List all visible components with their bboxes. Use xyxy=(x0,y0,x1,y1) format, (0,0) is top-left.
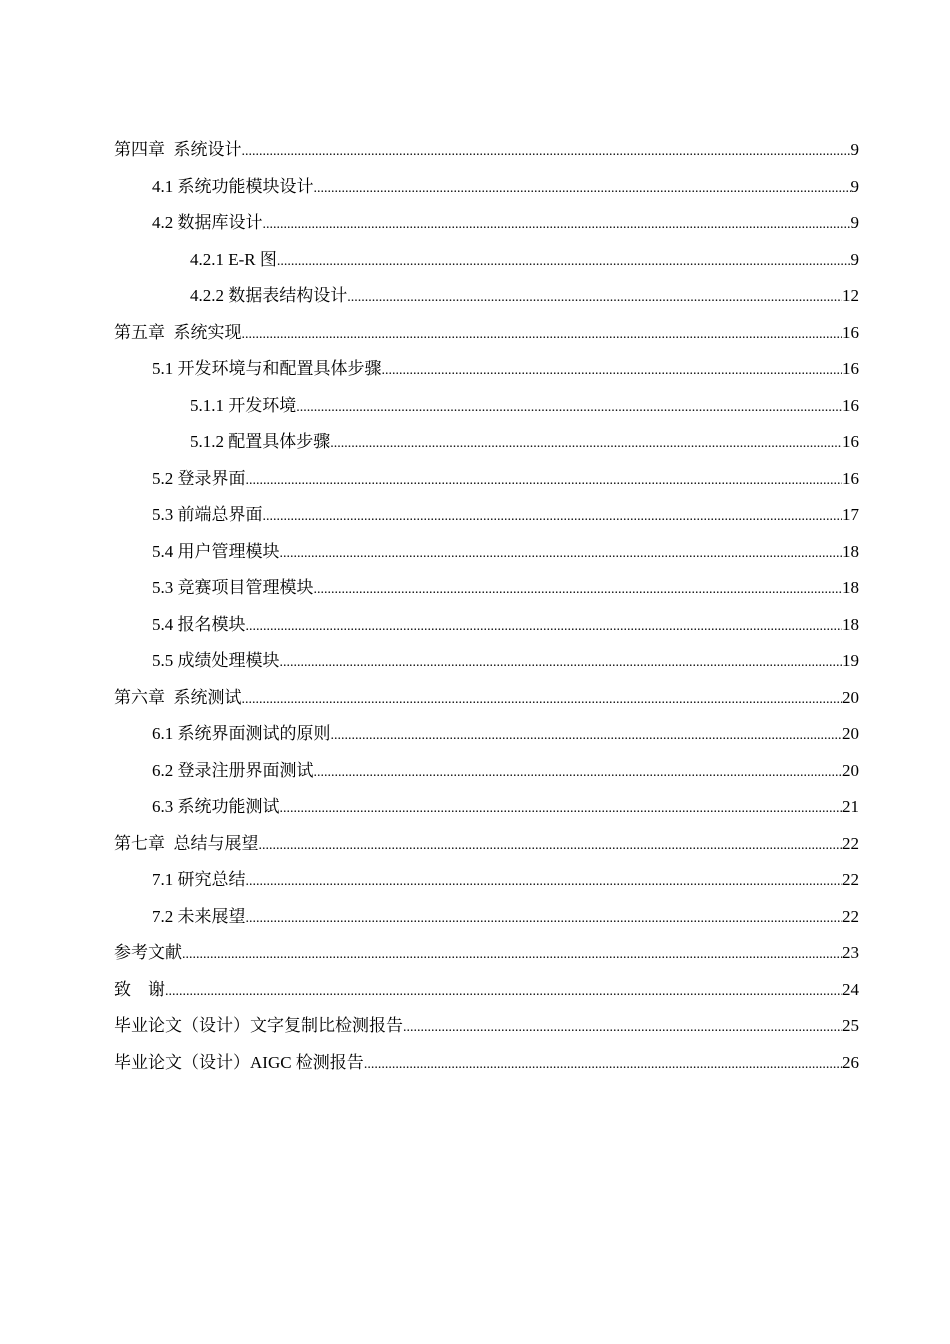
toc-entry-page: 16 xyxy=(842,359,859,378)
toc-leader-dots xyxy=(296,396,842,420)
toc-entry[interactable] xyxy=(114,357,859,394)
toc-entry[interactable] xyxy=(114,1014,859,1051)
toc-entry[interactable] xyxy=(114,576,859,613)
toc-entry-title: 5.3 前端总界面 xyxy=(152,505,263,524)
toc-entry-page: 17 xyxy=(842,505,859,524)
toc-entry[interactable] xyxy=(114,1051,859,1088)
toc-entry-title: 4.2 数据库设计 xyxy=(152,213,263,232)
toc-entry-page: 23 xyxy=(842,943,859,962)
toc-leader-dots xyxy=(242,323,843,347)
toc-entry-title: 4.2.2 数据表结构设计 xyxy=(190,286,348,305)
toc-entry[interactable] xyxy=(114,832,859,869)
toc-leader-dots xyxy=(331,724,843,748)
toc-entry-page: 16 xyxy=(842,395,859,415)
toc-entry-title: 致 谢 xyxy=(114,979,165,999)
toc-entry-title: 7.1 研究总结 xyxy=(152,870,246,889)
toc-entry[interactable] xyxy=(114,686,859,723)
toc-entry-title: 第六章 系统测试 xyxy=(114,687,242,707)
toc-entry[interactable] xyxy=(114,613,859,650)
toc-leader-dots xyxy=(277,250,851,274)
toc-entry-title: 6.1 系统界面测试的原则 xyxy=(152,724,331,743)
toc-entry-title: 7.2 未来展望 xyxy=(152,906,246,926)
toc-leader-dots xyxy=(165,980,842,1004)
toc-entry-page: 20 xyxy=(842,760,859,780)
toc-leader-dots xyxy=(263,505,843,529)
toc-leader-dots xyxy=(314,761,843,785)
toc-entry-title: 第四章 系统设计 xyxy=(114,140,242,159)
table-of-contents xyxy=(114,138,859,1087)
toc-entry-title: 5.2 登录界面 xyxy=(152,468,246,488)
toc-entry-page: 16 xyxy=(842,322,859,342)
toc-leader-dots xyxy=(280,542,843,566)
toc-leader-dots xyxy=(280,651,843,675)
toc-leader-dots xyxy=(382,359,843,383)
toc-entry-title: 毕业论文（设计）AIGC 检测报告 xyxy=(114,1052,364,1072)
toc-entry[interactable] xyxy=(114,211,859,248)
toc-leader-dots xyxy=(403,1016,842,1040)
toc-entry-page: 16 xyxy=(842,468,859,488)
toc-entry-page: 18 xyxy=(842,578,859,597)
toc-leader-dots xyxy=(246,870,843,894)
toc-entry-page: 9 xyxy=(850,176,859,196)
toc-entry-page: 16 xyxy=(842,432,859,451)
toc-leader-dots xyxy=(242,140,851,164)
toc-entry[interactable] xyxy=(114,868,859,905)
toc-entry-title: 5.1.1 开发环境 xyxy=(190,395,297,415)
toc-leader-dots xyxy=(242,688,843,712)
toc-entry-page: 22 xyxy=(842,870,859,889)
toc-entry[interactable] xyxy=(114,138,859,175)
toc-leader-dots xyxy=(182,943,842,967)
toc-entry[interactable] xyxy=(114,978,859,1015)
toc-entry-title: 5.4 用户管理模块 xyxy=(152,541,280,561)
toc-entry-title: 5.4 报名模块 xyxy=(152,614,246,634)
toc-entry-title: 参考文献 xyxy=(114,943,182,962)
toc-entry-title: 4.2.1 E-R 图 xyxy=(190,249,277,269)
toc-entry-title: 第五章 系统实现 xyxy=(114,322,242,342)
toc-entry-page: 26 xyxy=(842,1052,859,1072)
toc-entry-page: 25 xyxy=(842,1016,859,1035)
toc-leader-dots xyxy=(246,469,843,493)
toc-leader-dots xyxy=(314,578,843,602)
toc-entry-title: 5.1.2 配置具体步骤 xyxy=(190,432,331,451)
toc-entry[interactable] xyxy=(114,795,859,832)
toc-entry[interactable] xyxy=(114,284,859,321)
toc-leader-dots xyxy=(246,907,843,931)
toc-entry-page: 22 xyxy=(842,906,859,926)
toc-entry-title: 6.2 登录注册界面测试 xyxy=(152,760,314,780)
toc-leader-dots xyxy=(330,432,842,456)
toc-entry[interactable] xyxy=(114,467,859,504)
toc-entry-page: 20 xyxy=(842,724,859,743)
toc-entry-page: 20 xyxy=(842,687,859,707)
toc-entry[interactable] xyxy=(114,175,859,212)
toc-leader-dots xyxy=(314,177,851,201)
toc-leader-dots xyxy=(263,213,851,237)
toc-entry-title: 毕业论文（设计）文字复制比检测报告 xyxy=(114,1016,403,1035)
toc-entry[interactable] xyxy=(114,321,859,358)
toc-entry-title: 5.5 成绩处理模块 xyxy=(152,651,280,670)
toc-entry-page: 22 xyxy=(842,833,859,853)
toc-entry-page: 18 xyxy=(842,541,859,561)
toc-entry[interactable] xyxy=(114,649,859,686)
toc-entry-page: 19 xyxy=(842,651,859,670)
toc-entry-page: 9 xyxy=(850,213,859,232)
toc-entry-title: 第七章 总结与展望 xyxy=(114,833,259,853)
toc-leader-dots xyxy=(364,1053,842,1077)
toc-entry[interactable] xyxy=(114,503,859,540)
toc-entry-page: 21 xyxy=(842,797,859,816)
toc-entry-page: 9 xyxy=(850,249,859,269)
toc-entry-page: 18 xyxy=(842,614,859,634)
toc-leader-dots xyxy=(246,615,843,639)
toc-entry[interactable] xyxy=(114,905,859,942)
toc-entry[interactable] xyxy=(114,394,859,431)
toc-leader-dots xyxy=(347,286,842,310)
toc-entry[interactable] xyxy=(114,540,859,577)
toc-entry-title: 5.1 开发环境与和配置具体步骤 xyxy=(152,359,382,378)
toc-entry-title: 5.3 竞赛项目管理模块 xyxy=(152,578,314,597)
toc-entry[interactable] xyxy=(114,248,859,285)
toc-leader-dots xyxy=(280,797,843,821)
toc-entry-page: 9 xyxy=(850,140,859,159)
toc-entry[interactable] xyxy=(114,722,859,759)
toc-leader-dots xyxy=(259,834,843,858)
toc-entry[interactable] xyxy=(114,759,859,796)
toc-entry-page: 24 xyxy=(842,979,859,999)
toc-entry[interactable] xyxy=(114,941,859,978)
toc-entry-page: 12 xyxy=(842,286,859,305)
toc-entry-title: 4.1 系统功能模块设计 xyxy=(152,176,314,196)
toc-entry[interactable] xyxy=(114,430,859,467)
toc-entry-title: 6.3 系统功能测试 xyxy=(152,797,280,816)
